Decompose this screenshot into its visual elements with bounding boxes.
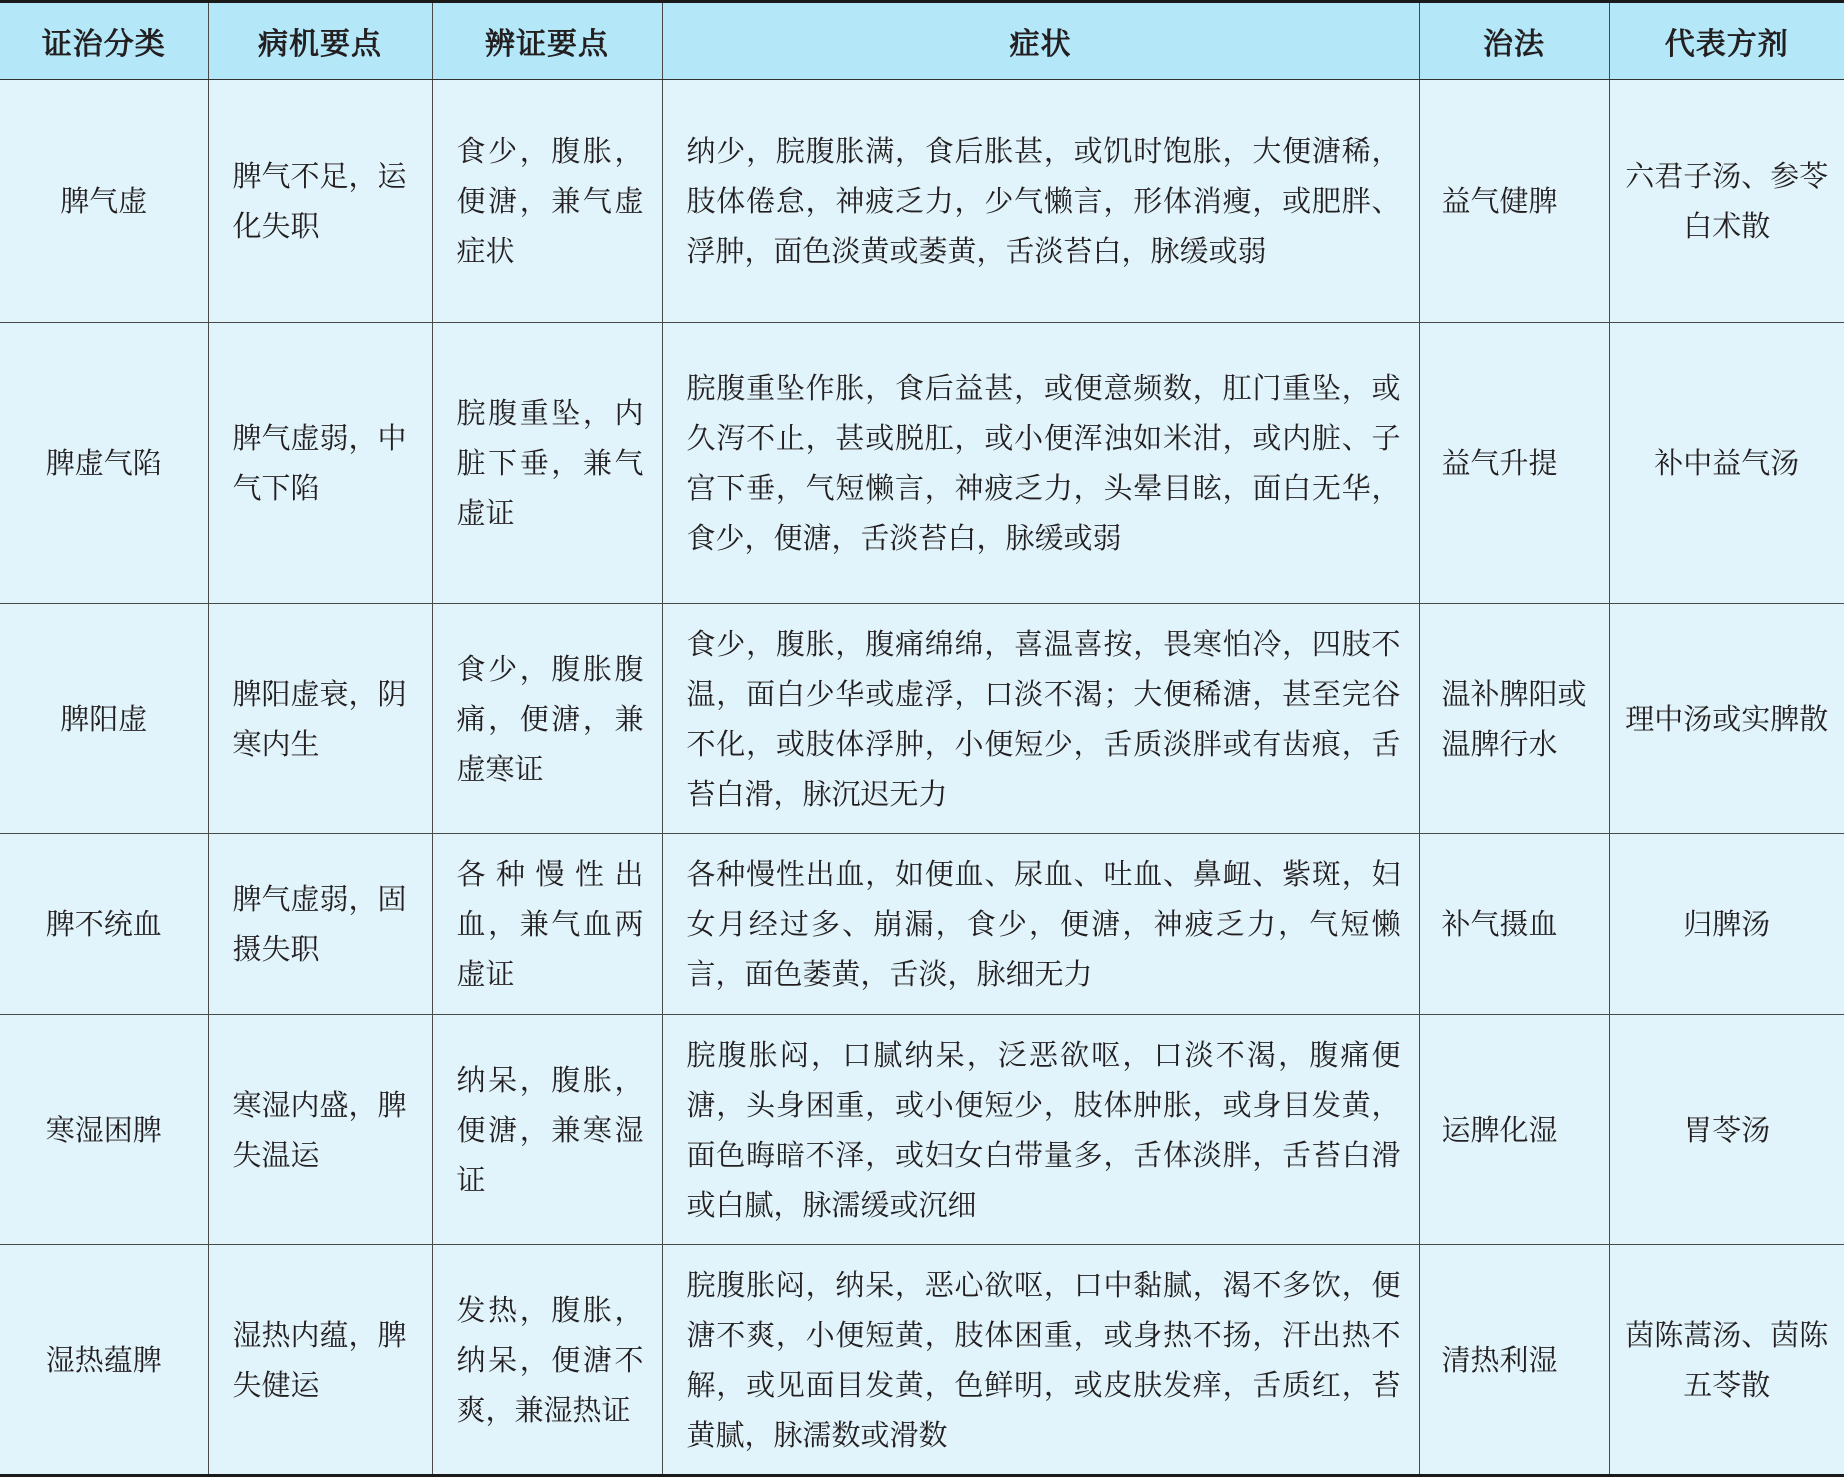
- header-row: [0, 2, 1844, 80]
- table-header: [0, 2, 1844, 80]
- cell-treatment: 清热利湿: [1419, 1245, 1609, 1476]
- cell-key-points: 发热，腹胀，纳呆，便溏不爽，兼湿热证: [432, 1245, 662, 1476]
- table-body: [0, 80, 1844, 1476]
- cell-pathogenesis: 脾气虚弱，中气下陷: [208, 323, 432, 604]
- cell-key-points: 脘腹重坠，内脏下垂，兼气虚证: [432, 323, 662, 604]
- header-pathogenesis: 病机要点: [208, 2, 432, 80]
- header-treatment: 治法: [1419, 2, 1609, 80]
- cell-treatment: 益气升提: [1419, 323, 1609, 604]
- cell-category: 脾阳虚: [0, 604, 208, 834]
- cell-key-points: 食少，腹胀，便溏，兼气虚症状: [432, 80, 662, 323]
- header-symptoms: 症状: [662, 2, 1419, 80]
- cell-formula: 茵陈蒿汤、茵陈五苓散: [1609, 1245, 1844, 1476]
- cell-key-points: 各种慢性出血，兼气血两虚证: [432, 834, 662, 1015]
- cell-treatment: 温补脾阳或温脾行水: [1419, 604, 1609, 834]
- table-row: [0, 1015, 1844, 1245]
- header-key-points: 辨证要点: [432, 2, 662, 80]
- table-row: [0, 834, 1844, 1015]
- cell-pathogenesis: 寒湿内盛，脾失温运: [208, 1015, 432, 1245]
- cell-formula: 补中益气汤: [1609, 323, 1844, 604]
- cell-category: 脾不统血: [0, 834, 208, 1015]
- header-formula: 代表方剂: [1609, 2, 1844, 80]
- table-row: [0, 1245, 1844, 1476]
- cell-symptoms: 脘腹胀闷，口腻纳呆，泛恶欲呕，口淡不渴，腹痛便溏，头身困重，或小便短少，肢体肿胀，或身目发黄，面色晦暗不泽，或妇女白带量多，舌体淡胖，舌苔白滑或白腻，脉濡缓或沉细: [662, 1015, 1419, 1245]
- cell-pathogenesis: 脾气虚弱，固摄失职: [208, 834, 432, 1015]
- cell-formula: 归脾汤: [1609, 834, 1844, 1015]
- cell-formula: 六君子汤、参苓白术散: [1609, 80, 1844, 323]
- cell-pathogenesis: 脾阳虚衰，阴寒内生: [208, 604, 432, 834]
- cell-key-points: 纳呆，腹胀，便溏，兼寒湿证: [432, 1015, 662, 1245]
- cell-symptoms: 脘腹重坠作胀，食后益甚，或便意频数，肛门重坠，或久泻不止，甚或脱肛，或小便浑浊如米泔，或内脏、子宫下垂，气短懒言，神疲乏力，头晕目眩，面白无华，食少，便溏，舌淡苔白，脉缓或弱: [662, 323, 1419, 604]
- cell-treatment: 益气健脾: [1419, 80, 1609, 323]
- cell-category: 湿热蕴脾: [0, 1245, 208, 1476]
- table-row: [0, 80, 1844, 323]
- cell-treatment: 运脾化湿: [1419, 1015, 1609, 1245]
- header-category: 证治分类: [0, 2, 208, 80]
- cell-category: 脾虚气陷: [0, 323, 208, 604]
- cell-treatment: 补气摄血: [1419, 834, 1609, 1015]
- cell-key-points: 食少，腹胀腹痛，便溏，兼虚寒证: [432, 604, 662, 834]
- cell-symptoms: 脘腹胀闷，纳呆，恶心欲呕，口中黏腻，渴不多饮，便溏不爽，小便短黄，肢体困重，或身热不扬，汗出热不解，或见面目发黄，色鲜明，或皮肤发痒，舌质红，苔黄腻，脉濡数或滑数: [662, 1245, 1419, 1476]
- cell-pathogenesis: 脾气不足，运化失职: [208, 80, 432, 323]
- cell-symptoms: 各种慢性出血，如便血、尿血、吐血、鼻衄、紫斑，妇女月经过多、崩漏，食少，便溏，神疲乏力，气短懒言，面色萎黄，舌淡，脉细无力: [662, 834, 1419, 1015]
- cell-symptoms: 食少，腹胀，腹痛绵绵，喜温喜按，畏寒怕冷，四肢不温，面白少华或虚浮，口淡不渴；大便稀溏，甚至完谷不化，或肢体浮肿，小便短少，舌质淡胖或有齿痕，舌苔白滑，脉沉迟无力: [662, 604, 1419, 834]
- table-row: [0, 323, 1844, 604]
- cell-formula: 胃苓汤: [1609, 1015, 1844, 1245]
- cell-symptoms: 纳少，脘腹胀满，食后胀甚，或饥时饱胀，大便溏稀，肢体倦怠，神疲乏力，少气懒言，形体消瘦，或肥胖、浮肿，面色淡黄或萎黄，舌淡苔白，脉缓或弱: [662, 80, 1419, 323]
- cell-category: 寒湿困脾: [0, 1015, 208, 1245]
- cell-category: 脾气虚: [0, 80, 208, 323]
- cell-pathogenesis: 湿热内蕴，脾失健运: [208, 1245, 432, 1476]
- cell-formula: 理中汤或实脾散: [1609, 604, 1844, 834]
- table-row: [0, 604, 1844, 834]
